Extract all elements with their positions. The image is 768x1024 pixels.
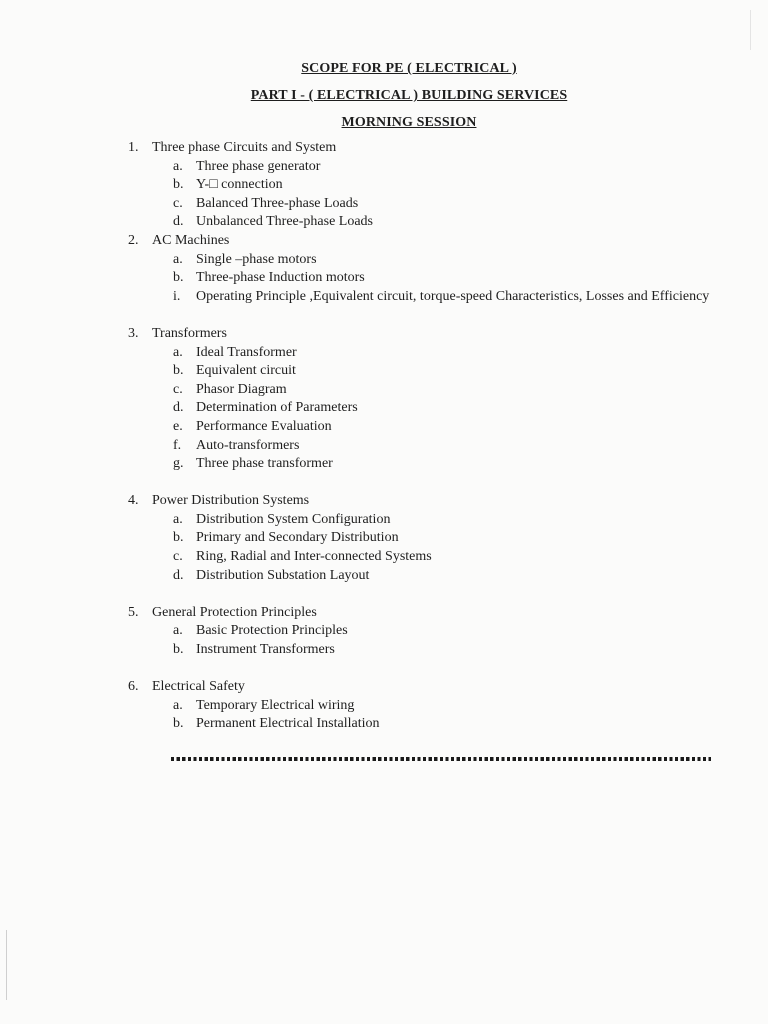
syllabus-list xyxy=(128,139,718,734)
section-title: General Protection Principles xyxy=(152,604,317,620)
item-letter: g. xyxy=(173,456,184,472)
item-text: Auto-transformers xyxy=(196,437,300,453)
list-item xyxy=(128,418,718,437)
item-letter: b. xyxy=(173,530,184,546)
item-text: Three phase transformer xyxy=(196,456,333,472)
section-title: Transformers xyxy=(152,325,227,341)
item-text: Balanced Three-phase Loads xyxy=(196,195,359,211)
list-item xyxy=(128,288,718,307)
part-heading: PART I - ( ELECTRICAL ) BUILDING SERVICES xyxy=(250,88,568,103)
list-item xyxy=(128,437,718,456)
item-text: Primary and Secondary Distribution xyxy=(196,530,399,546)
section-heading xyxy=(128,139,718,158)
item-text: Unbalanced Three-phase Loads xyxy=(196,214,373,230)
item-letter: a. xyxy=(173,623,183,639)
dotted-separator xyxy=(171,757,711,761)
item-text: Phasor Diagram xyxy=(196,381,287,397)
item-letter: c. xyxy=(173,549,183,565)
list-item xyxy=(128,641,718,660)
item-text: Three-phase Induction motors xyxy=(196,270,365,286)
list-item xyxy=(128,381,718,400)
item-letter: f. xyxy=(173,437,182,453)
section-title: Three phase Circuits and System xyxy=(152,140,337,155)
session-heading: MORNING SESSION xyxy=(341,115,477,130)
item-letter: a. xyxy=(173,251,183,267)
list-item xyxy=(128,697,718,716)
list-item xyxy=(128,511,718,530)
section-title: Power Distribution Systems xyxy=(152,493,310,509)
item-text: Distribution System Configuration xyxy=(196,511,391,527)
scan-edge-mark xyxy=(750,10,751,50)
list-item xyxy=(128,548,718,567)
item-letter: d. xyxy=(173,567,184,583)
item-letter: b. xyxy=(173,642,184,658)
list-item xyxy=(128,269,718,288)
item-text: Ring, Radial and Inter-connected Systems xyxy=(196,549,432,565)
item-letter: a. xyxy=(173,697,183,713)
section-1 xyxy=(128,139,718,232)
list-item xyxy=(128,251,718,270)
section-number: 2. xyxy=(128,232,139,248)
section-number: 1. xyxy=(128,140,139,155)
item-letter: d. xyxy=(173,214,184,230)
item-text: Determination of Parameters xyxy=(196,400,358,416)
list-item xyxy=(128,176,718,195)
list-item xyxy=(128,715,718,734)
section-5 xyxy=(128,604,718,660)
item-text: Instrument Transformers xyxy=(196,642,335,658)
item-text: Three phase generator xyxy=(196,158,321,174)
section-3 xyxy=(128,325,718,474)
item-letter: a. xyxy=(173,344,183,360)
scan-edge-mark xyxy=(6,930,7,1000)
item-text: Ideal Transformer xyxy=(196,344,297,360)
section-number: 3. xyxy=(128,325,139,341)
item-text: Permanent Electrical Installation xyxy=(196,716,380,732)
section-number: 6. xyxy=(128,679,139,695)
section-heading xyxy=(128,325,718,344)
item-text: Operating Principle ,Equivalent circuit, torque-speed Characteristics, Losses and Efficiency xyxy=(196,288,710,304)
list-item xyxy=(128,399,718,418)
section-heading xyxy=(128,604,718,623)
item-letter: a. xyxy=(173,158,183,174)
section-heading xyxy=(128,678,718,697)
item-letter: e. xyxy=(173,418,183,434)
item-letter: d. xyxy=(173,400,184,416)
section-2 xyxy=(128,232,718,306)
item-text: Single –phase motors xyxy=(196,251,317,267)
list-item xyxy=(128,158,718,177)
item-letter: b. xyxy=(173,177,184,193)
list-item xyxy=(128,195,718,214)
item-letter: b. xyxy=(173,270,184,286)
list-item xyxy=(128,622,718,641)
section-heading xyxy=(128,492,718,511)
section-heading xyxy=(128,232,718,251)
item-letter: a. xyxy=(173,511,183,527)
item-letter: c. xyxy=(173,195,183,211)
item-text: Basic Protection Principles xyxy=(196,623,348,639)
item-letter: i. xyxy=(173,288,181,304)
item-text: Temporary Electrical wiring xyxy=(196,697,355,713)
section-title: Electrical Safety xyxy=(152,679,245,695)
section-4 xyxy=(128,492,718,585)
item-letter: b. xyxy=(173,363,184,379)
list-item xyxy=(128,362,718,381)
document-title: SCOPE FOR PE ( ELECTRICAL ) xyxy=(301,61,517,76)
list-item xyxy=(128,529,718,548)
item-text: Equivalent circuit xyxy=(196,363,296,379)
item-text: Y-□ connection xyxy=(196,177,283,193)
list-item xyxy=(128,455,718,474)
item-letter: b. xyxy=(173,716,184,732)
list-item xyxy=(128,567,718,586)
section-6 xyxy=(128,678,718,734)
item-text: Distribution Substation Layout xyxy=(196,567,370,583)
item-text: Performance Evaluation xyxy=(196,418,332,434)
section-title: AC Machines xyxy=(152,232,230,248)
section-number: 5. xyxy=(128,604,139,620)
item-letter: c. xyxy=(173,381,183,397)
list-item xyxy=(128,213,718,232)
section-number: 4. xyxy=(128,493,139,509)
list-item xyxy=(128,344,718,363)
